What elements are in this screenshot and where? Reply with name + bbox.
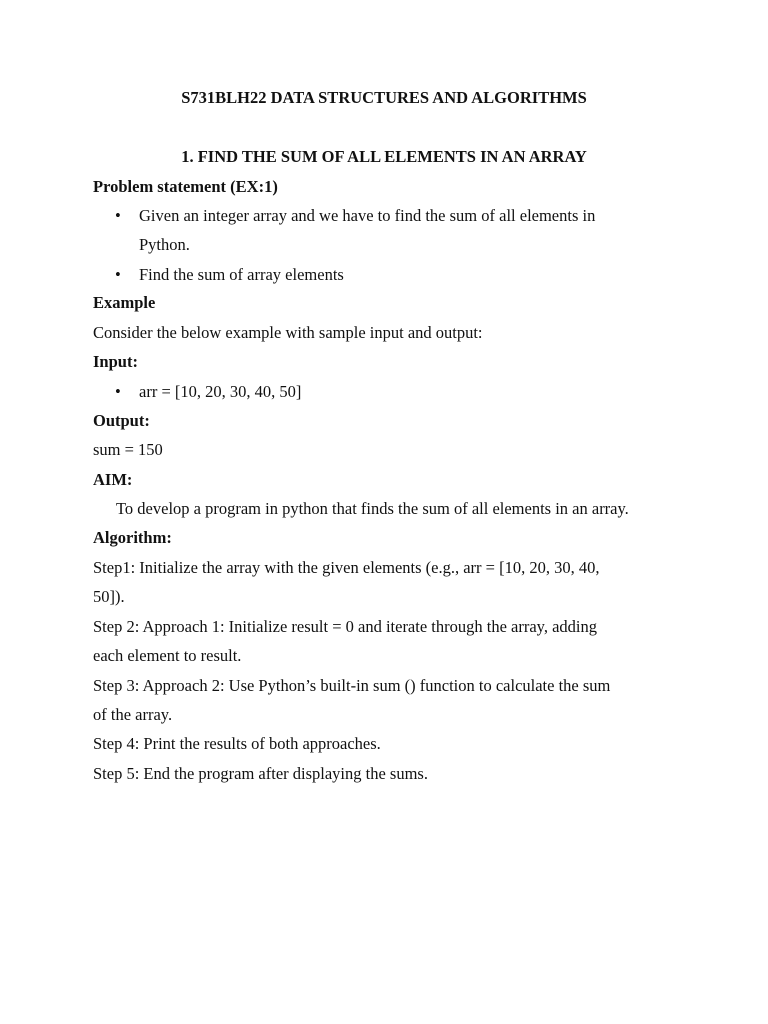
input-bullet: arr = [10, 20, 30, 40, 50]: [139, 382, 302, 401]
problem-bullet-1-line-2: Python.: [139, 235, 190, 254]
problem-bullet-1-line-1: Given an integer array and we have to find the sum of all elements in: [139, 206, 596, 225]
algorithm-line: Step 3: Approach 2: Use Python’s built-in sum () function to calculate the sum: [93, 676, 611, 695]
example-heading: Example: [93, 293, 156, 312]
example-text: Consider the below example with sample input and output:: [93, 323, 483, 342]
course-title: S731BLH22 DATA STRUCTURES AND ALGORITHMS: [181, 88, 587, 107]
algorithm-line: 50]).: [93, 587, 125, 606]
aim-heading: AIM:: [93, 470, 133, 489]
problem-bullet-2: Find the sum of array elements: [139, 265, 344, 284]
algorithm-line: of the array.: [93, 705, 173, 724]
output-text: sum = 150: [93, 440, 163, 459]
input-heading: Input:: [93, 352, 138, 371]
aim-text: To develop a program in python that finds the sum of all elements in an array.: [116, 499, 629, 518]
algorithm-line: each element to result.: [93, 646, 242, 665]
bullet-icon: •: [115, 265, 121, 284]
section-heading: 1. FIND THE SUM OF ALL ELEMENTS IN AN ARRAY: [181, 147, 587, 166]
algorithm-line: Step 2: Approach 1: Initialize result = 0 and iterate through the array, adding: [93, 617, 597, 636]
algorithm-line: Step 4: Print the results of both approaches.: [93, 734, 381, 753]
algorithm-heading: Algorithm:: [93, 528, 172, 547]
bullet-icon: •: [115, 382, 121, 401]
bullet-icon: •: [115, 206, 121, 225]
output-heading: Output:: [93, 411, 150, 430]
algorithm-line: Step1: Initialize the array with the given elements (e.g., arr = [10, 20, 30, 40,: [93, 558, 600, 577]
problem-statement-heading: Problem statement (EX:1): [93, 177, 278, 196]
algorithm-line: Step 5: End the program after displaying the sums.: [93, 764, 428, 783]
